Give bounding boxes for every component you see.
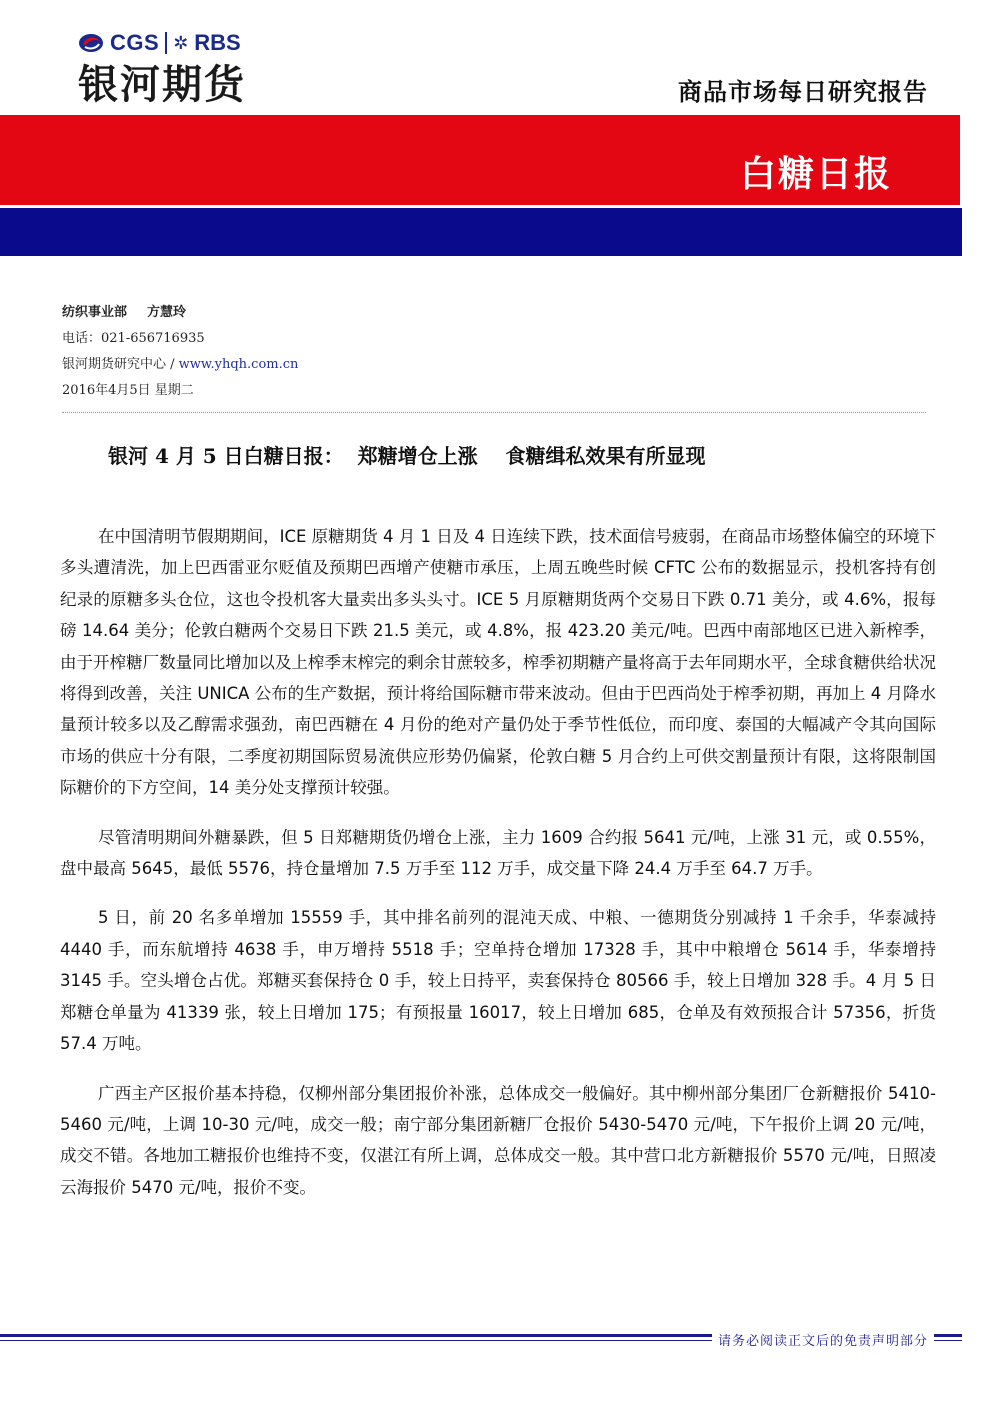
logo-cgs-text: CGS xyxy=(110,30,160,55)
disclaimer-note: 请务必阅读正文后的免责声明部分 xyxy=(712,1330,934,1349)
org-line xyxy=(62,352,298,378)
logo-divider xyxy=(165,32,167,54)
title-banner-blue xyxy=(0,208,962,256)
rbs-daisy-icon: ✲ xyxy=(173,32,189,54)
report-date: 2016年4月5日 星期二 xyxy=(62,383,194,398)
research-center: 银河期货研究中心 / xyxy=(62,357,175,372)
report-category: 商品市场每日研究报告 xyxy=(678,78,928,106)
paragraph-zhengzhou-futures: 尽管清明期间外糖暴跌，但 5 日郑糖期货仍增仓上涨，主力 1609 合约报 5641 元/吨，上涨 31 元，或 0.55%，盘中最高 5645，最低 5576，持仓量增加 7.5 万手至 112 万手，成交量下降 24.4 万手至 64.7 万手。 xyxy=(60,827,936,879)
phone: 电话：021-656716935 xyxy=(62,331,205,346)
divider xyxy=(62,412,926,413)
author-name: 方慧玲 xyxy=(147,305,187,320)
article-headline: 银河 4 月 5 日白糖日报： 郑糖增仓上涨 食糖缉私效果有所显现 xyxy=(108,444,706,468)
paragraph-international-market: 在中国清明节假期期间，ICE 原糖期货 4 月 1 日及 4 日连续下跌，技术面信号疲弱，在商品市场整体偏空的环境下多头遭清洗，加上巴西雷亚尔贬值及预期巴西增产使糖市承压，上周五晚些时候 CFTC 公布的数据显示，投机客持有创纪录的原糖多头仓位，这也令投机客大量卖出多头头寸。ICE 5 月原糖期货两个交易日下跌 0.71 美分，或 4.6%，报每磅 14.64 美分；伦敦白糖两个交易日下跌 21.5 美元，或 4.8%，报 423.20 美元/吨。巴西中南部地区已进入新榨季，由于开榨糖厂数量同比增加以及上榨季末榨完的剩余甘蔗较多，榨季初期糖产量将高于去年同期水平，全球食糖供给状况将得到改善，关注 UNICA 公布的生产数据，预计将给国际糖市带来波动。但由于巴西尚处于榨季初期，再加上 4 月降水量预计较多以及乙醇需求强劲，南巴西糖在 4 月份的绝对产量仍处于季节性低位，而印度、泰国的大幅减产令其向国际市场的供应十分有限，二季度初期国际贸易流供应形势仍偏紧，伦敦白糖 5 月合约上可供交割量预计有限，这将限制国际糖价的下方空间，14 美分处支撑预计较强。 xyxy=(60,527,936,798)
author-info xyxy=(62,300,298,404)
author-line xyxy=(62,300,298,326)
logo-rbs-text: RBS xyxy=(194,30,241,55)
logo-chinese-name: 银河期货 xyxy=(78,62,246,108)
cgs-swirl-icon xyxy=(78,30,104,56)
company-logo xyxy=(78,28,278,110)
department: 纺织事业部 xyxy=(62,305,128,320)
report-title: 白糖日报 xyxy=(739,154,892,195)
paragraph-spot-prices: 广西主产区报价基本持稳，仅柳州部分集团报价补涨，总体成交一般偏好。其中柳州部分集团厂仓新糖报价 5410-5460 元/吨，上调 10-30 元/吨，成交一般；南宁部分集团新糖厂仓报价 5430-5470 元/吨，下午报价上调 20 元/吨，成交不错。各地加工糖报价也维持不变，仅湛江有所上调，总体成交一般。其中营口北方新糖报价 5570 元/吨，日照凌云海报价 5470 元/吨，报价不变。 xyxy=(60,1083,936,1197)
paragraph-positions: 5 日，前 20 名多单增加 15559 手，其中排名前列的混沌天成、中粮、一德期货分别减持 1 千余手，华泰减持 4440 手，而东航增持 4638 手，申万增持 5518 手；空单持仓增加 17328 手，其中中粮增仓 5614 手，华泰增持 3145 手。空头增仓占优。郑糖买套保持仓 0 手，较上日持平，卖套保持仓 80566 手，较上日增加 328 手。4 月 5 日郑糖仓单量为 41339 张，较上日增加 175；有预报量 16017，较上日增加 685，仓单及有效预报合计 57356，折货 57.4 万吨。 xyxy=(60,908,936,1054)
website-link[interactable]: www.yhqh.com.cn xyxy=(178,357,299,372)
article-body xyxy=(60,521,936,1221)
